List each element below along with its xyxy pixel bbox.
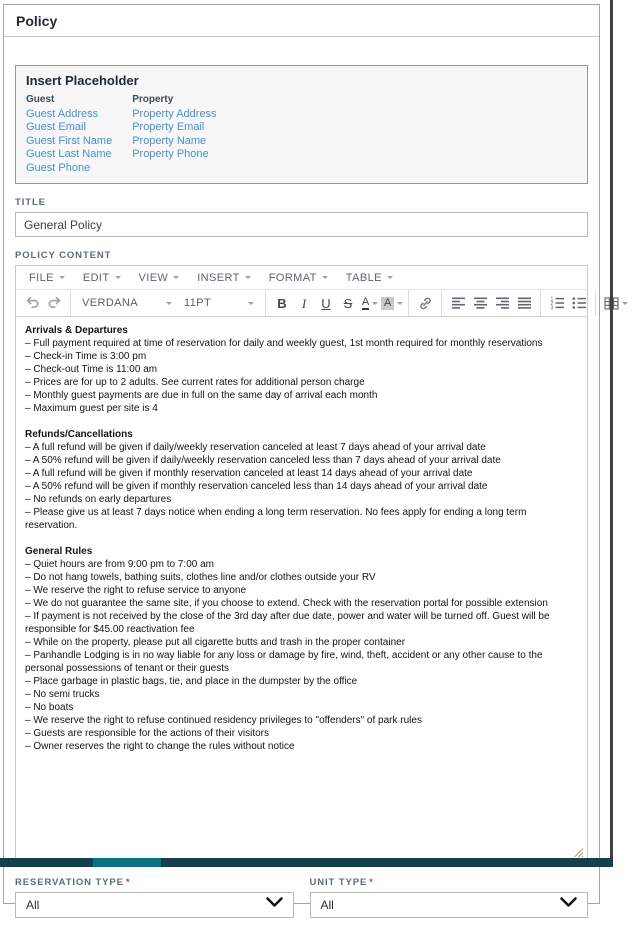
reservation-type-field xyxy=(15,864,294,918)
menu-insert[interactable] xyxy=(188,266,260,289)
list-group xyxy=(540,290,595,316)
chevron-down-icon xyxy=(115,276,121,279)
placeholder-link[interactable]: Guest First Name xyxy=(26,134,113,147)
chevron-down-icon xyxy=(59,276,65,279)
right-edge-scrollbar[interactable] xyxy=(610,0,613,867)
title-input[interactable] xyxy=(15,212,588,237)
align-left-icon[interactable] xyxy=(447,292,469,314)
editor-menubar xyxy=(16,266,587,290)
table-icon[interactable] xyxy=(601,292,631,314)
policy-line: – No refunds on early departures xyxy=(25,494,172,506)
align-right-icon[interactable] xyxy=(491,292,513,314)
unit-type-select[interactable]: All xyxy=(310,892,589,918)
policy-section-heading: General Rules xyxy=(25,546,93,558)
undo-icon[interactable] xyxy=(21,292,43,314)
font-family-value: VERDANA xyxy=(82,297,138,310)
menu-file[interactable] xyxy=(20,266,74,289)
unit-type-field xyxy=(310,864,589,918)
history-group xyxy=(16,290,70,316)
policy-section xyxy=(25,324,578,415)
menu-view[interactable] xyxy=(130,266,189,289)
reservation-type-label: RESERVATION TYPE * xyxy=(15,877,131,889)
required-asterisk: * xyxy=(125,877,131,889)
policy-line: – Full payment required at time of reservation for daily and weekly guest, 1st month required for monthly reservations xyxy=(25,338,543,350)
bullet-list-icon[interactable] xyxy=(568,292,590,314)
menu-label: EDIT xyxy=(82,271,110,284)
chevron-down-icon xyxy=(622,302,628,305)
placeholder-column xyxy=(132,93,216,175)
editor-toolbar xyxy=(16,290,587,317)
policy-content-label: POLICY CONTENT xyxy=(15,250,112,262)
insert-placeholder-title: Insert Placeholder xyxy=(26,73,139,88)
svg-text:3: 3 xyxy=(550,305,554,312)
policy-line: – Do not hang towels, bathing suits, clothes line and/or clothes outside your RV xyxy=(25,572,376,584)
menu-label: INSERT xyxy=(197,271,240,284)
placeholder-link[interactable]: Guest Email xyxy=(26,121,86,134)
table-group xyxy=(595,290,636,316)
strikethrough-button[interactable]: S xyxy=(343,295,353,311)
svg-text:2: 2 xyxy=(550,301,554,308)
chevron-down-icon xyxy=(397,302,403,305)
chevron-down-icon xyxy=(372,302,378,305)
title-label: TITLE xyxy=(15,197,46,209)
editor-statusbar xyxy=(16,832,587,861)
menu-label: FILE xyxy=(29,271,54,284)
policy-line: – A full refund will be given if monthly reservation canceled at least 14 days ahead of your arrival date xyxy=(25,468,473,480)
text-color-button[interactable]: A xyxy=(359,292,381,314)
policy-line: – Panhandle Lodging is in no way liable for any loss or damage by fire, wind, theft, accident or any other cause to the personal possessions of tenant or their guests xyxy=(25,650,543,675)
placeholder-link[interactable]: Guest Phone xyxy=(26,161,91,174)
link-group xyxy=(408,290,441,316)
placeholder-column-header: Property xyxy=(132,94,174,105)
policy-section xyxy=(25,428,578,532)
chevron-down-icon xyxy=(387,276,393,279)
policy-form xyxy=(4,37,599,938)
page-title: Policy xyxy=(4,5,599,37)
format-group xyxy=(265,290,408,316)
font-family-select[interactable] xyxy=(76,292,178,314)
align-justify-icon[interactable] xyxy=(513,292,535,314)
horizontal-scrollbar-track[interactable] xyxy=(0,858,613,867)
policy-line: – Place garbage in plastic bags, tie, and place in the dumpster by the office xyxy=(25,676,358,688)
italic-button[interactable]: I xyxy=(301,295,307,311)
menu-label: VIEW xyxy=(138,271,169,284)
link-icon[interactable] xyxy=(414,292,436,314)
policy-line: – Owner reserves the right to change the rules without notice xyxy=(25,741,295,753)
placeholder-link[interactable]: Property Address xyxy=(132,108,217,120)
insert-placeholder-panel xyxy=(15,65,588,184)
policy-line: – No boats xyxy=(25,702,74,714)
align-group xyxy=(441,290,540,316)
placeholder-column-header: Guest xyxy=(26,94,55,105)
menu-edit[interactable] xyxy=(74,266,130,289)
policy-line: – Quiet hours are from 9:00 pm to 7:00 am xyxy=(25,559,214,571)
menu-label: TABLE xyxy=(345,271,382,284)
policy-line: – Prices are for up to 2 adults. See current rates for additional person charge xyxy=(25,377,365,389)
reservation-type-select[interactable]: All xyxy=(15,892,294,918)
policy-line: – We reserve the right to refuse continued residency privileges to "offenders" of park rules xyxy=(25,715,422,727)
policy-section-heading: Refunds/Cancellations xyxy=(25,429,133,441)
policy-line: – Guests are responsible for the actions of their visitors xyxy=(25,728,270,740)
policy-line: – Check-out Time is 11:00 am xyxy=(25,364,158,376)
background-color-button[interactable]: A xyxy=(381,292,403,314)
placeholder-columns xyxy=(26,93,577,175)
numbered-list-icon[interactable] xyxy=(546,292,568,314)
resize-grabber-icon[interactable] xyxy=(573,847,584,858)
chevron-down-icon xyxy=(173,276,179,279)
required-asterisk: * xyxy=(369,877,374,889)
policy-line: – Please give us at least 7 days notice when ending a long term reservation. No fees apply for ending a long term reservation. xyxy=(25,507,527,532)
menu-format[interactable] xyxy=(260,266,337,289)
policy-card xyxy=(3,4,600,913)
policy-line: – If payment is not received by the close of the 3rd day after due date, power and water will be turned off. Guest will be responsible for $45.00 reactivation fee xyxy=(25,611,550,636)
placeholder-link[interactable]: Property Phone xyxy=(132,148,209,161)
menu-table[interactable] xyxy=(337,266,402,289)
chevron-down-icon xyxy=(322,276,328,279)
type-fields-row xyxy=(15,864,588,918)
policy-line: – Monthly guest payments are due in full on the same day of arrival each month xyxy=(25,390,378,402)
rich-text-editor xyxy=(15,265,588,862)
policy-line: – Maximum guest per site is 4 xyxy=(25,403,158,415)
align-center-icon[interactable] xyxy=(469,292,491,314)
chevron-down-icon xyxy=(560,897,577,908)
redo-icon[interactable] xyxy=(43,292,65,314)
font-group xyxy=(70,290,265,316)
chevron-down-icon xyxy=(245,276,251,279)
chevron-down-icon xyxy=(266,897,283,908)
placeholder-link[interactable]: Property Email xyxy=(132,121,205,134)
placeholder-column xyxy=(26,93,112,175)
placeholder-link[interactable]: Guest Address xyxy=(26,108,99,120)
policy-line: – We do not guarantee the same site, if you choose to extend. Check with the reservation portal for possible extension xyxy=(25,598,548,610)
font-size-select[interactable] xyxy=(178,292,260,314)
underline-button[interactable]: U xyxy=(321,295,331,311)
policy-line: – A 50% refund will be given if daily/weekly reservation canceled less than 7 days ahead of your arrival date xyxy=(25,455,501,467)
policy-line: – A 50% refund will be given if monthly reservation canceled less than 14 days ahead of your arrival date xyxy=(25,481,488,493)
policy-section xyxy=(25,545,578,753)
policy-line: – No semi trucks xyxy=(25,689,100,701)
policy-line: – Check-in Time is 3:00 pm xyxy=(25,351,147,363)
placeholder-link[interactable]: Guest Last Name xyxy=(26,148,112,161)
policy-line: – While on the property, please put all cigarette butts and trash in the proper container xyxy=(25,637,406,649)
bold-button[interactable]: B xyxy=(277,295,287,311)
menu-label: FORMAT xyxy=(268,271,317,284)
unit-type-label: UNIT TYPE * xyxy=(309,877,374,889)
svg-text:1: 1 xyxy=(550,296,554,303)
editor-content-area[interactable] xyxy=(16,317,587,832)
chevron-down-icon xyxy=(166,302,172,305)
placeholder-link[interactable]: Property Name xyxy=(132,134,207,147)
font-size-value: 11PT xyxy=(184,297,212,310)
policy-line: – A full refund will be given if daily/weekly reservation canceled at least 7 days ahead of your arrival date xyxy=(25,442,486,454)
chevron-down-icon xyxy=(248,302,254,305)
horizontal-scrollbar-thumb[interactable] xyxy=(93,858,161,867)
policy-line: – We reserve the right to refuse service to anyone xyxy=(25,585,247,597)
policy-section-heading: Arrivals & Departures xyxy=(25,325,128,337)
